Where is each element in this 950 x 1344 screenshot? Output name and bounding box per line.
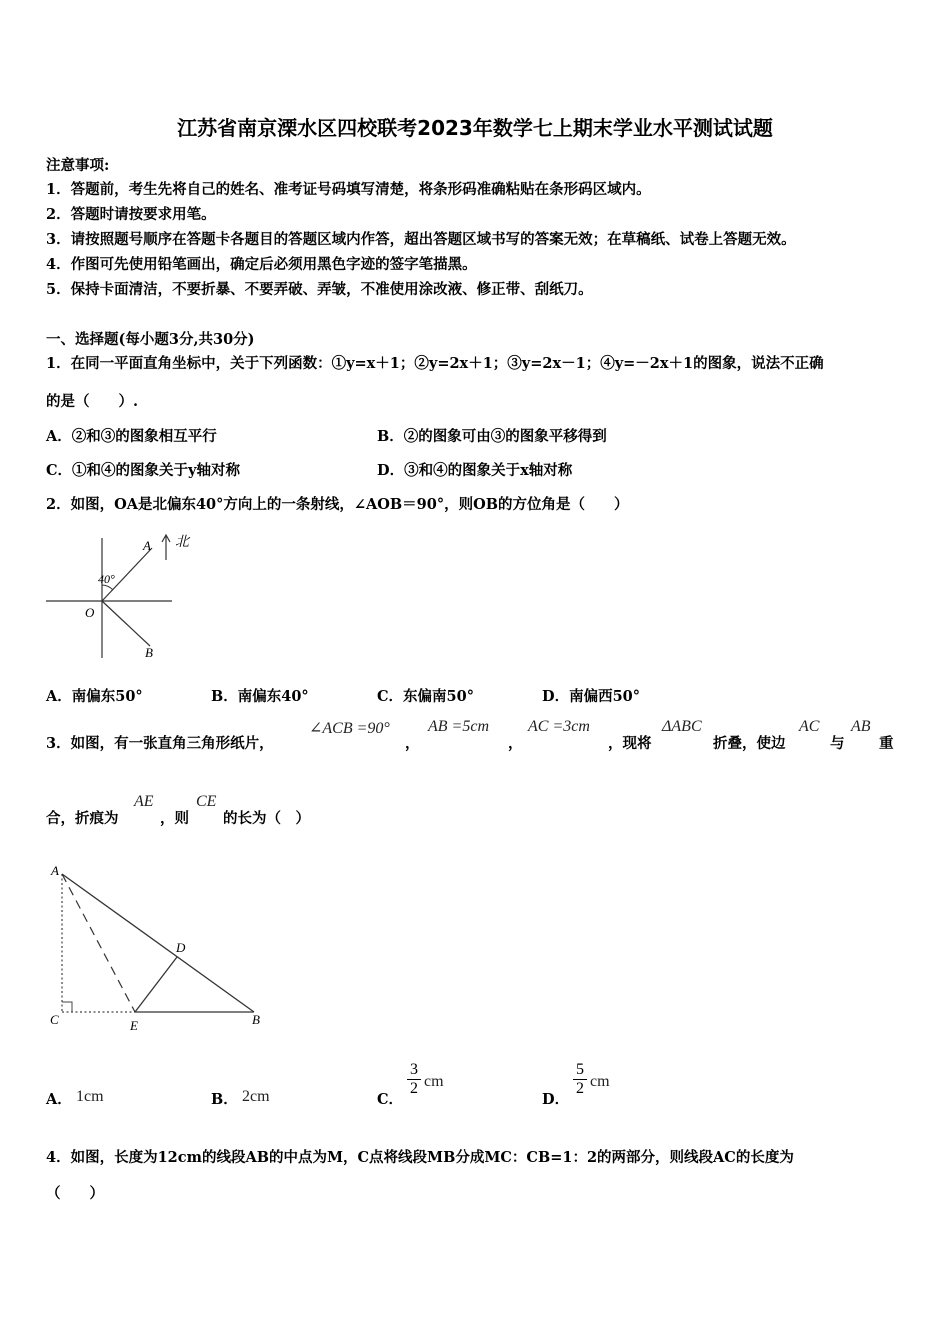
fraction-denominator: 2 [576,1080,584,1097]
q2-option-c: C．东偏南50° [377,688,474,705]
label-c: C [50,1012,59,1027]
q3-option-d-label: D． [542,1091,570,1108]
label-a: A [51,863,59,878]
q3-math-triangle: ΔABC [662,718,702,735]
q3-math-ac: AC =3cm [528,718,590,735]
q3-math-angle: ∠ACB =90° [309,720,390,737]
q3-math-ac2: AC [799,718,820,735]
q3-option-a-value: 1cm [76,1088,104,1105]
q4-text: 4．如图，长度为12cm的线段AB的中点为M，C点将线段MB分成MC：CB=1：2的两部分，则线段AC的长度为 [46,1149,794,1166]
q3-text-cont: ，则 [160,810,189,827]
q2-text: 2．如图，OA是北偏东40°方向上的一条射线，∠AOB＝90°，则OB的方位角是（ ） [46,496,629,513]
crease-ae [62,874,135,1012]
q3-option-c-unit: cm [424,1073,444,1090]
notice-item: 5．保持卡面清洁，不要折暴、不要弄破、弄皱，不准使用涂改液、修正带、刮纸刀。 [46,281,593,298]
q1-option-a: A．②和③的图象相互平行 [46,428,217,445]
notice-item: 2．答题时请按要求用笔。 [46,206,216,223]
label-e: E [130,1018,138,1033]
q3-text: ，现将 [608,735,652,752]
fraction-denominator: 2 [410,1080,418,1097]
q1-option-b: B．②的图象可由③的图象平移得到 [377,428,607,445]
label-angle: 40° [98,572,115,586]
q3-option-d-fraction [573,1061,587,1098]
q3-option-b-label: B． [211,1091,238,1108]
q3-text: 重 [879,735,894,752]
q3-text-cont: 合，折痕为 [46,810,119,827]
side-ab [62,874,254,1012]
label-b: B [145,645,153,660]
q1-text-cont: 的是（ ）. [46,393,139,410]
q1-text: 1．在同一平面直角坐标中，关于下列函数：①y=x＋1；②y=2x＋1；③y=2x－1；④y=－2x＋1的图象，说法不正确 [46,355,824,372]
q3-option-b-value: 2cm [242,1088,270,1105]
q3-option-c-fraction [407,1061,421,1098]
label-north: 北 [175,535,189,550]
label-o: O [85,605,95,620]
q3-option-c-label: C． [377,1091,404,1108]
q2-option-a: A．南偏东50° [46,688,143,705]
q3-math-ab: AB =5cm [428,718,489,735]
q3-comma: ， [508,735,523,752]
label-a: A [143,538,151,553]
q3-math-ab2: AB [851,718,871,735]
ray-ob [102,601,150,646]
notice-item: 1．答题前，考生先将自己的姓名、准考证号码填写清楚，将条形码准确粘贴在条形码区域内。 [46,181,651,198]
q3-text-cont: 的长为（ ） [223,810,310,827]
label-b: B [252,1012,260,1027]
label-d: D [176,940,186,955]
section-heading: 一、选择题(每小题3分,共30分) [46,331,255,348]
notice-item: 4．作图可先使用铅笔画出，确定后必须用黑色字迹的签字笔描黑。 [46,256,477,273]
q3-option-d-unit: cm [590,1073,610,1090]
notice-item: 3．请按照题号顺序在答题卡各题目的答题区域内作答，超出答题区域书写的答案无效；在草稿纸、试卷上答题无效。 [46,231,796,248]
q3-comma: ， [405,735,420,752]
q3-option-a-label: A． [46,1091,72,1108]
q3-text: 与 [830,735,845,752]
q3-text: 3．如图，有一张直角三角形纸片， [46,735,274,752]
notice-heading: 注意事项: [46,157,110,174]
q2-option-d: D．南偏西50° [542,688,641,705]
page-title: 江苏省南京溧水区四校联考2023年数学七上期末学业水平测试试题 [177,116,773,140]
fraction-numerator: 5 [573,1061,587,1080]
right-angle-mark [62,1002,72,1012]
q3-figure [40,858,280,1038]
q4-text-cont: （ ） [46,1185,104,1202]
q1-option-c: C．①和④的图象关于y轴对称 [46,462,240,479]
q3-math-ce: CE [196,793,217,810]
fraction-numerator: 3 [407,1061,421,1080]
q2-option-b: B．南偏东40° [211,688,309,705]
q2-figure [40,530,200,665]
q1-option-d: D．③和④的图象关于x轴对称 [377,462,573,479]
q3-text: 折叠，使边 [713,735,786,752]
q3-math-ae: AE [134,793,154,810]
segment-ed [135,957,177,1012]
